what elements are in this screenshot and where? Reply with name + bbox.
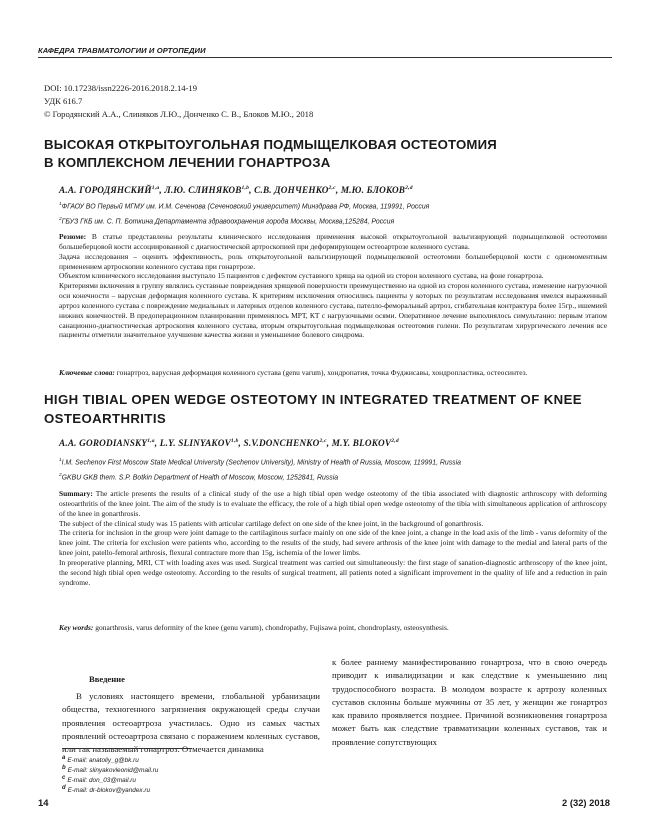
abstract-text: В статье представлены результаты клинического исследования применения высокой открытоугольной вальгизирующей подмыщелковой остеотомии большеберцовой кости ассоциированной с диагностической артроскопией при деформирующем остеоартрозе коленного сустава. [59, 232, 607, 251]
abstract-text: The criteria for inclusion in the group were joint damage to the cartilaginous surface mainly on one side of the knee joint, a change in the load axis of the limb - varus deformity of the knee joint. The criteria for exclusion were patients who, according to the results of the study, had severe arthrosis of the knee joint with damage to the medial and lateral parts of the knee joint, patello-femoral arthrosis, flexural contracture more than 15g, ischemia of the lower limbs. [59, 528, 607, 558]
issue-number: 2 (32) 2018 [562, 797, 610, 808]
title-ru [44, 136, 604, 172]
keywords-text: gonarthrosis, varus deformity of the knee (genu varum), chondropathy, Fujisawa point, chondroplasty, osteosynthesis. [95, 623, 449, 632]
running-head: КАФЕДРА ТРАВМАТОЛОГИИ И ОРТОПЕДИИ [38, 46, 206, 55]
abstract-text: Объектом клинического исследования выступало 15 пациентов с дефектом суставного хряща на одной из сторон коленного сустава, на фоне гонартроза. [59, 271, 544, 281]
title-en-line1: HIGH TIBIAL OPEN WEDGE OSTEOTOMY IN INTEGRATED TREATMENT OF KNEE [44, 392, 582, 407]
affil-sup: 2 [59, 472, 62, 478]
footnote-sup: d [62, 785, 66, 791]
author: Л.Ю. СЛИНЯКОВ [164, 185, 242, 196]
abstract-text: The article presents the results of a clinical study of the use a high tibial open wedge osteotomy of the tibia associated with diagnostic arthroscopy with deforming osteoarthritis of the knee joint. The aim of the study is to evaluate the efficacy, the role of a high tibial open wedge osteotomy of the tibia with simultaneous application of arthroscopy of the knee in gonarthrosis. [59, 489, 607, 518]
abstract-en [59, 489, 607, 587]
footnote [62, 783, 150, 796]
body-text: к более раннему манифестированию гонартроза, что в свою очередь приводит к инвалидизации и как следствие к уменьшению лиц трудоспособного возраста. В молодом возрасте к артрозу коленных суставов склонны больше мужчины от 35 лет, у женщин же гонартроз как правило проявляется позднее. Причиной возникновения гонартроза может быть как следствие травматизации коленных суставов, так и проявление сопутствующих [332, 657, 607, 747]
abstract-label: Резюме: [59, 232, 87, 241]
copyright: © Городянский А.А., Слиняков Л.Ю., Донченко С. В., Блоков М.Ю., 2018 [44, 108, 314, 119]
page-number: 14 [38, 797, 49, 808]
author-sup: 1,a [147, 438, 155, 444]
abstract-text: Задача исследования – оценить эффективность, роль открытоугольной вальгизирующей подмыщелковой остеотомии большеберцовой кости с одномоментным применением артроскопии коленного сустава при гонартрозе. [59, 251, 607, 271]
affiliation: GKBU GKB them. S.P. Botkin Department of Health of Moscow, Moscow, 1252841, Russia [61, 474, 339, 481]
author: С.В. ДОНЧЕНКО [254, 185, 329, 196]
keywords-label: Key words: [59, 623, 94, 632]
email-link[interactable]: E-mail: slinyakovleonid@mail.ru [67, 767, 159, 775]
footnote-sup: c [62, 775, 66, 781]
affiliations-en [59, 455, 599, 484]
section-heading: Введение [89, 674, 125, 684]
authors-ru: А.А. ГОРОДЯНСКИЙ$^{1,a}$, Л.Ю. СЛИНЯКОВ$^{1,b}$, С.В. ДОНЧЕНКО$^{2,c}$, М.Ю. БЛОКОВ$^{2,d}$ [59, 185, 413, 196]
email-link[interactable]: E-mail: dr-blokov@yandex.ru [67, 787, 151, 795]
footnote-divider [62, 748, 192, 749]
footnote-sup: a [62, 755, 66, 761]
keywords-ru [59, 368, 607, 378]
article-meta [44, 82, 604, 120]
author-sup: 2,c [319, 438, 327, 444]
keywords-label: Ключевые слова: [59, 368, 115, 377]
title-en [44, 391, 604, 428]
affil-sup: 2 [59, 216, 62, 222]
udk: УДК 616.7 [44, 95, 83, 106]
author: А.А. ГОРОДЯНСКИЙ [59, 185, 152, 196]
abstract-ru [59, 232, 607, 340]
author-sup: 1,a [151, 185, 160, 191]
affil-sup: 1 [59, 202, 62, 207]
affiliation: I.M. Sechenov First Moscow State Medical University (Sechenov University), Ministry of Health of Russia, Moscow, 119991, Russia [61, 459, 461, 467]
author: М.Ю. БЛОКОВ [340, 185, 406, 196]
author-sup: 2,d [391, 438, 399, 444]
author: A.A. GORODIANSKY [59, 438, 148, 449]
authors-en: A.A. GORODIANSKY$^{1,a}$, L.Y. SLINYAKOV$^{1,b}$, S.V.DONCHENKO$^{2,c}$, M.Y. BLOKOV$^{2,d}$ [59, 438, 399, 449]
affiliations-ru [59, 199, 599, 228]
author: M.Y. BLOKOV [331, 438, 392, 449]
abstract-text: The subject of the clinical study was 15 patients with articular cartilage defect on one side of the knee joint, in the background of gonarthrosis. [59, 518, 484, 528]
footnote-sup: b [62, 765, 66, 771]
affil-sup: 1 [59, 458, 62, 463]
header-divider [38, 57, 612, 58]
email-link[interactable]: E-mail: don_03@mail.ru [67, 777, 136, 785]
author-sup: 1,b [241, 185, 250, 191]
affiliation: ГБУЗ ГКБ им. С. П. Боткина Департамента здравоохранения города Москвы, Москва,125284, Россия [61, 218, 395, 225]
keywords-text: гонартроз, варусная деформация коленного сустава (genu varum), хондропатия, точка Фуджисавы, хондропластика, остеосинтез. [116, 368, 528, 377]
keywords-en [59, 623, 607, 633]
abstract-label: Summary: [59, 489, 93, 498]
email-link[interactable]: E-mail: anatoliy_g@bk.ru [67, 757, 139, 765]
affiliation: ФГАОУ ВО Первый МГМУ им. И.М. Сеченова (Сеченовский университет) Минздрава РФ, Москва, 119991, Россия [61, 203, 430, 211]
title-ru-line1: ВЫСОКАЯ ОТКРЫТОУГОЛЬНАЯ ПОДМЫЩЕЛКОВАЯ ОСТЕОТОМИЯ [44, 137, 497, 152]
body-column-left [62, 690, 320, 756]
abstract-text: Критериями включения в группу являлись суставные повреждения хрящевой поверхности преимущественно на одной из сторон коленного сустава, изменение нагрузочной оси конечности – варусная деформация коленного сустава. К критериям исключения относились пациенты у которых по результатам исследования имелся выраженный артроз коленного сустава с повреждение медиальных и латерных отделов коленного сустава, пателло-феморальный артроз, сгибательная контрактура более 15гр., ишемией нижних конечностей. В предоперационном планировании применялось МРТ, КТ с нагрузочными осями. Оперативное лечение выполнялось симультанно: первым этапом санационно-диагностическая артроскопия коленного сустава, вторым открытоугольная подмыщелковая остеотомия голени. По результатам хирургического лечения все пациенты отметили значительное улучшение качества жизни и уменьшение болевого синдрома. [59, 281, 607, 340]
doi[interactable]: DOI: 10.17238/issn2226-2016.2018.2.14-19 [44, 83, 198, 93]
author-sup: 2,d [405, 185, 413, 191]
author-sup: 2,c [328, 185, 336, 191]
author-sup: 1,b [230, 438, 239, 444]
title-en-line2: OSTEOARTHRITIS [44, 410, 167, 426]
author: S.V.DONCHENKO [243, 438, 320, 449]
abstract-text: In preoperative planning, MRI, CT with loading axes was used. Surgical treatment was carried out simultaneously: the first stage of sanation-diagnostic arthroscopy of the knee joint, the second high tibial open wedge osteotomy. According to the results of surgical treatment, all patients noted a significant improvement in the quality of life and a reduction in pain syndrome. [59, 557, 607, 587]
body-column-right [332, 656, 607, 749]
body-text: В условиях настоящего времени, глобальной урбанизации общества, техногенного загрязнения окружающей среды случаи проявления остеоартроза участилась. Одно из самых частых проявлений остеоартроза связано с поражением коленных суставов, или так называемый гонартроз. Отмечается динамика [62, 691, 320, 754]
author: L.Y. SLINYAKOV [159, 438, 231, 449]
title-ru-line2: В КОМПЛЕКСНОМ ЛЕЧЕНИИ ГОНАРТРОЗА [44, 155, 331, 170]
